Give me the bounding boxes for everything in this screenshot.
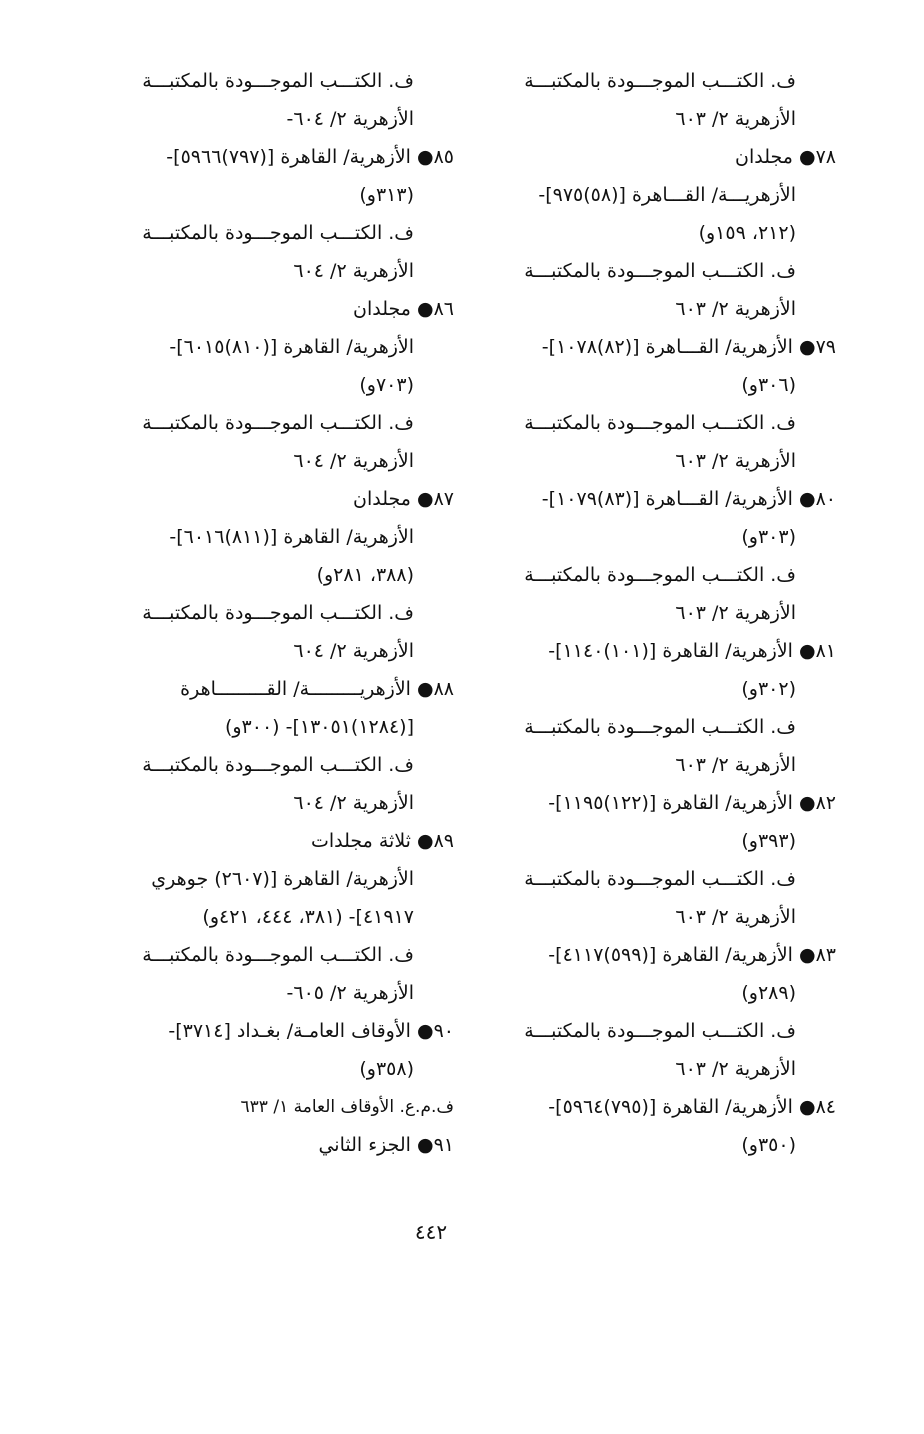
right-column-line: الأزهريـــة/ القـــاهرة [(٥٨)٩٧٥]-	[538, 184, 796, 206]
left-column-line: ف. الكتـــب الموجـــودة بالمكتبـــة	[142, 412, 414, 434]
right-column-line: (٣٥٠و)	[741, 1134, 796, 1156]
left-column-line: ف. الكتـــب الموجـــودة بالمكتبـــة	[142, 70, 414, 92]
right-column-line: (٢٨٩و)	[741, 982, 796, 1004]
right-column-line: ٧٩● الأزهرية/ القـــاهرة [(٨٢)١٠٧٨]-	[541, 336, 836, 358]
left-column-line: الأزهرية/ القاهرة [(٨١٠)٦٠١٥]-	[169, 336, 414, 358]
left-column-line: ٨٦● مجلدان	[353, 298, 454, 320]
left-column-line: ف. الكتـــب الموجـــودة بالمكتبـــة	[142, 754, 414, 776]
left-column-line: ٩١● الجزء الثاني	[318, 1134, 454, 1156]
left-column-line: (٣٥٨و)	[359, 1058, 414, 1080]
left-column-line: الأزهرية ٢/ ٦٠٤	[293, 640, 414, 662]
left-column-line: الأزهرية ٢/ ٦٠٤-	[286, 108, 414, 130]
right-column-line: ٧٨● مجلدان	[735, 146, 836, 168]
left-column-line: (٣١٣و)	[359, 184, 414, 206]
left-column-line: الأزهرية/ القاهرة [(٨١١)٦٠١٦]-	[169, 526, 414, 548]
right-column-line: (٣٠٢و)	[741, 678, 796, 700]
left-column-line: الأزهرية/ القاهرة [(٢٦٠٧) جوهري	[151, 868, 414, 890]
left-column-line: ٨٩● ثلاثة مجلدات	[310, 830, 454, 852]
right-column-line: ف. الكتـــب الموجـــودة بالمكتبـــة	[524, 1020, 796, 1042]
left-column-line: (٧٠٣و)	[359, 374, 414, 396]
right-column	[456, 62, 836, 1164]
right-column-line: ف. الكتـــب الموجـــودة بالمكتبـــة	[524, 70, 796, 92]
left-column	[74, 62, 454, 1164]
left-column-line: الأزهرية ٢/ ٦٠٤	[293, 260, 414, 282]
right-column-line: ٨١● الأزهرية/ القاهرة [(١٠١)١١٤٠]-	[548, 640, 836, 662]
left-column-line: ف. الكتـــب الموجـــودة بالمكتبـــة	[142, 222, 414, 244]
left-column-line: ف. الكتـــب الموجـــودة بالمكتبـــة	[142, 602, 414, 624]
right-column-line: الأزهرية ٢/ ٦٠٣	[675, 298, 796, 320]
right-column-line: ف. الكتـــب الموجـــودة بالمكتبـــة	[524, 868, 796, 890]
right-column-line: الأزهرية ٢/ ٦٠٣	[675, 906, 796, 928]
left-column-line: الأزهرية ٢/ ٦٠٤	[293, 792, 414, 814]
right-column-line: ٨٠● الأزهرية/ القـــاهرة [(٨٣)١٠٧٩]-	[541, 488, 836, 510]
right-column-line: (٣٠٣و)	[741, 526, 796, 548]
right-column-line: الأزهرية ٢/ ٦٠٣	[675, 602, 796, 624]
right-column-line: الأزهرية ٢/ ٦٠٣	[675, 108, 796, 130]
right-column-line: ف. الكتـــب الموجـــودة بالمكتبـــة	[524, 564, 796, 586]
right-column-line: ٨٣● الأزهرية/ القاهرة [(٥٩٩)٤١١٧]-	[548, 944, 836, 966]
left-column-line: ٨٥● الأزهرية/ القاهرة [(٧٩٧)٥٩٦٦]-	[166, 146, 454, 168]
left-column-line: ٨٧● مجلدان	[353, 488, 454, 510]
right-column-line: ٨٢● الأزهرية/ القاهرة [(١٢٢)١١٩٥]-	[548, 792, 836, 814]
left-column-line: ٨٨● الأزهريـــــــــة/ القـــــــــاهرة	[180, 678, 454, 700]
left-column-line: [(١٢٨٤)١٣٠٥١]- (٣٠٠و)	[224, 716, 414, 738]
left-column-line: ٩٠● الأوقاف العامـة/ بغـداد [٣٧١٤]-	[168, 1020, 454, 1042]
right-column-line: (٣٩٣و)	[741, 830, 796, 852]
page-number: ٤٤٢	[414, 1220, 448, 1244]
left-column-line: الأزهرية ٢/ ٦٠٤	[293, 450, 414, 472]
right-column-line: الأزهرية ٢/ ٦٠٣	[675, 1058, 796, 1080]
left-column-line: (٣٨٨، ٢٨١و)	[316, 564, 414, 586]
right-column-line: ف. الكتـــب الموجـــودة بالمكتبـــة	[524, 716, 796, 738]
left-column-line: ف.م.ع. الأوقاف العامة ١/ ٦٣٣	[240, 1097, 454, 1117]
left-column-line: الأزهرية ٢/ ٦٠٥-	[286, 982, 414, 1004]
right-column-line: الأزهرية ٢/ ٦٠٣	[675, 450, 796, 472]
right-column-line: الأزهرية ٢/ ٦٠٣	[675, 754, 796, 776]
right-column-line: ف. الكتـــب الموجـــودة بالمكتبـــة	[524, 412, 796, 434]
right-column-line: ٨٤● الأزهرية/ القاهرة [(٧٩٥)٥٩٦٤]-	[548, 1096, 836, 1118]
left-column-line: ٤١٩١٧]- (٣٨١، ٤٤٤، ٤٢١و)	[202, 906, 414, 928]
right-column-line: ف. الكتـــب الموجـــودة بالمكتبـــة	[524, 260, 796, 282]
right-column-line: (٣٠٦و)	[741, 374, 796, 396]
left-column-line: ف. الكتـــب الموجـــودة بالمكتبـــة	[142, 944, 414, 966]
right-column-line: (٢١٢، ١٥٩و)	[698, 222, 796, 244]
